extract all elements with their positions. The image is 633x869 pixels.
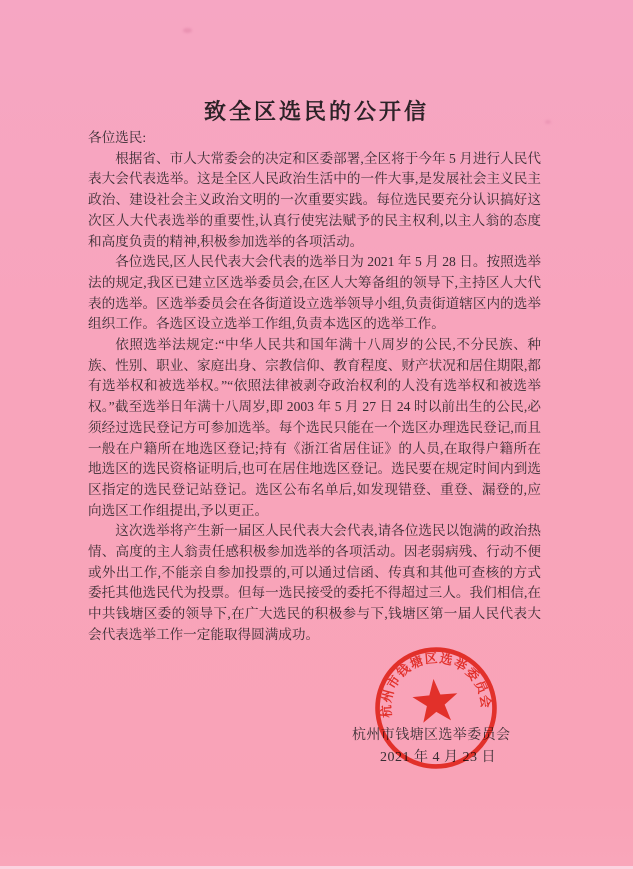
signature-date: 2021 年 4 月 23 日 <box>380 750 496 765</box>
letter-title: 致全区选民的公开信 <box>203 98 429 124</box>
paragraph: 依照选举法规定:“中华人民共和国年满十八周岁的公民,不分民族、种族、性别、职业、家庭出身、宗教信仰、教育程度、财产状况和居住期限,都有选举权和被选举权。”“依照法律被剥夺政治权利的人没有选举权和被选举权。”截至选举日年满十八周岁,即 2003 年 5 月 27 日 24 时以前出生的公民,必须经过选民登记方可参加选举。每个选民只能在一个选区办理选民登记,而且一般在户籍所在地选区登记;持有《浙江省居住证》的人员,在取得户籍所在地选区的选民资格证明后,也可在居住地选区登记。选民要在规定时间内到选区指定的选民登记站登记。选区公布名单后,如发现错登、重登、漏登的,应向选区工作组提出,予以更正。 <box>88 337 541 518</box>
red-star-icon <box>411 677 460 724</box>
scan-smudge <box>183 28 192 33</box>
paragraph: 这次选举将产生新一届区人民代表大会代表,请各位选民以饱满的政治热情、高度的主人翁责任感积极参加选举的各项活动。因老弱病残、行动不便或外出工作,不能亲自参加投票的,可以通过信函、传真和其他可查核的方式委托其他选民代为投票。但每一选民接受的委托不得超过三人。我们相信,在中共钱塘区委的领导下,在广大选民的积极参与下,钱塘区第一届人民代表大会代表选举工作一定能取得圆满成功。 <box>88 523 541 642</box>
letter-body <box>88 128 541 646</box>
salutation: 各位选民: <box>88 130 147 145</box>
paragraph: 各位选民,区人民代表大会代表的选举日为 2021 年 5 月 28 日。按照选举法的规定,我区已建立区选举委员会,在区人大筹备组的领导下,主持区人大代表的选举。区选举委员会在各街道设立选举领导小组,负责街道辖区内的选举组织工作。各选区设立选举工作组,负责本选区的选举工作。 <box>88 254 541 332</box>
official-seal <box>368 640 505 777</box>
paragraph: 根据省、市人大常委会的决定和区委部署,全区将于今年 5 月进行人民代表大会代表选举。这是全区人民政治生活中的一件大事,是发展社会主义民主政治、建设社会主义政治文明的一次重要实践。每位选民要充分认识搞好这次区人大代表选举的重要性,认真行使宪法赋予的民主权利,以主人翁的态度和高度负责的精神,积极参加选举的各项活动。 <box>88 150 541 249</box>
signature-name: 杭州市钱塘区选举委员会 <box>352 728 511 743</box>
seal-arc-text: 杭州市钱塘区选举委员会 <box>379 651 493 719</box>
